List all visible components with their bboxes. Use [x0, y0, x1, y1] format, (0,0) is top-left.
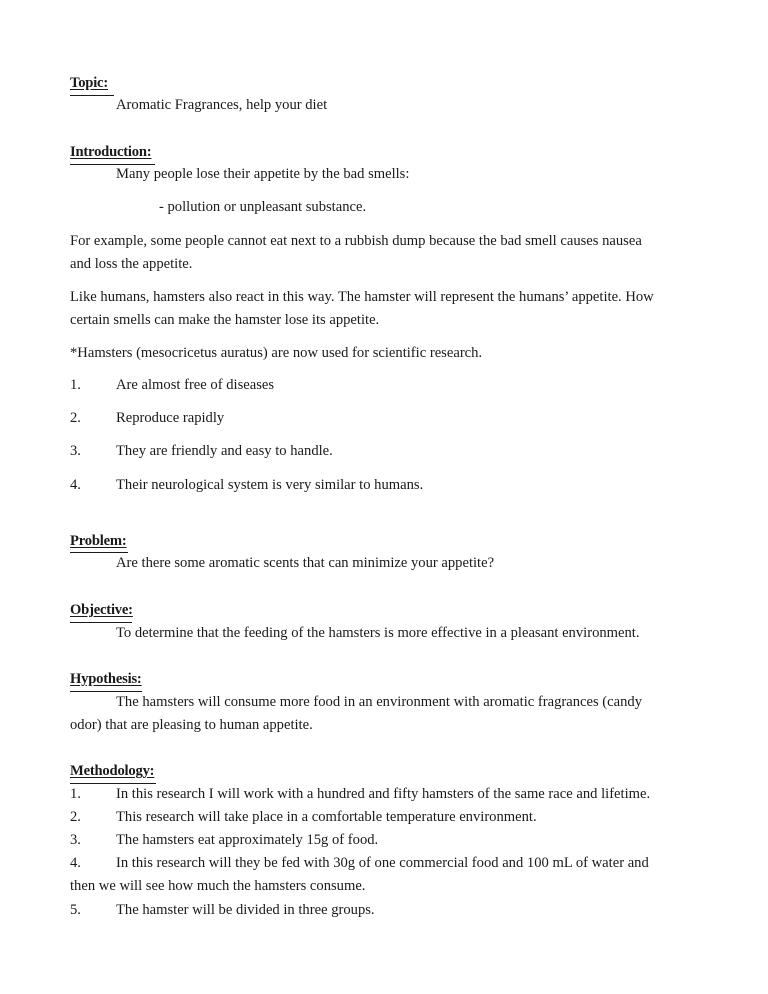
intro-list-num: 1. [70, 377, 81, 393]
intro-list-num: 3. [70, 443, 81, 459]
problem-heading: Problem: [70, 533, 127, 549]
intro-list-num: 4. [70, 477, 81, 493]
intro-line-1: Many people lose their appetite by the bad smells: [116, 166, 410, 182]
intro-note: *Hamsters (mesocricetus auratus) are now used for scientific research. [70, 345, 483, 361]
method-list-item: The hamsters eat approximately 15g of food. [116, 832, 379, 848]
introduction-heading: Introduction: [70, 144, 152, 160]
objective-rule [70, 622, 132, 623]
topic-text: Aromatic Fragrances, help your diet [116, 97, 328, 113]
hypothesis-line-2: odor) that are pleasing to human appetite. [70, 717, 313, 733]
method-list-num: 2. [70, 809, 81, 825]
methodology-rule [70, 783, 156, 784]
objective-heading: Objective: [70, 602, 133, 618]
method-list-item: This research will take place in a comfortable temperature environment. [116, 809, 537, 825]
intro-list-num: 2. [70, 410, 81, 426]
intro-bullet: - pollution or unpleasant substance. [159, 199, 367, 215]
method-list-item: In this research will they be fed with 30g of one commercial food and 100 mL of water and [116, 855, 649, 871]
method-list-num: 4. [70, 855, 81, 871]
method-list-item: In this research I will work with a hundred and fifty hamsters of the same race and lifetime. [116, 786, 651, 802]
hypothesis-heading: Hypothesis: [70, 671, 142, 687]
intro-para1-line2: and loss the appetite. [70, 256, 193, 272]
method-list-num: 1. [70, 786, 81, 802]
topic-rule [70, 95, 114, 96]
hypothesis-rule [70, 691, 142, 692]
intro-list-item: Their neurological system is very similar to humans. [116, 477, 424, 493]
methodology-heading: Methodology: [70, 763, 155, 779]
intro-list-item: They are friendly and easy to handle. [116, 443, 333, 459]
topic-heading: Topic: [70, 75, 108, 91]
method-list-num: 3. [70, 832, 81, 848]
objective-text: To determine that the feeding of the hamsters is more effective in a pleasant environment. [116, 625, 640, 641]
method-list-num: 5. [70, 902, 81, 918]
hypothesis-line-1: The hamsters will consume more food in an environment with aromatic fragrances (candy [116, 694, 643, 710]
problem-rule [70, 552, 128, 553]
intro-para2-line1: Like humans, hamsters also react in this way. The hamster will represent the humans’ appetite. How [70, 289, 654, 305]
method-list-item: The hamster will be divided in three groups. [116, 902, 375, 918]
intro-list-item: Reproduce rapidly [116, 410, 225, 426]
method-item4-continuation: then we will see how much the hamsters consume. [70, 878, 366, 894]
intro-para2-line2: certain smells can make the hamster lose its appetite. [70, 312, 380, 328]
problem-text: Are there some aromatic scents that can minimize your appetite? [116, 555, 495, 571]
intro-list-item: Are almost free of diseases [116, 377, 275, 393]
intro-para1-line1: For example, some people cannot eat next to a rubbish dump because the bad smell causes nausea [70, 233, 642, 249]
